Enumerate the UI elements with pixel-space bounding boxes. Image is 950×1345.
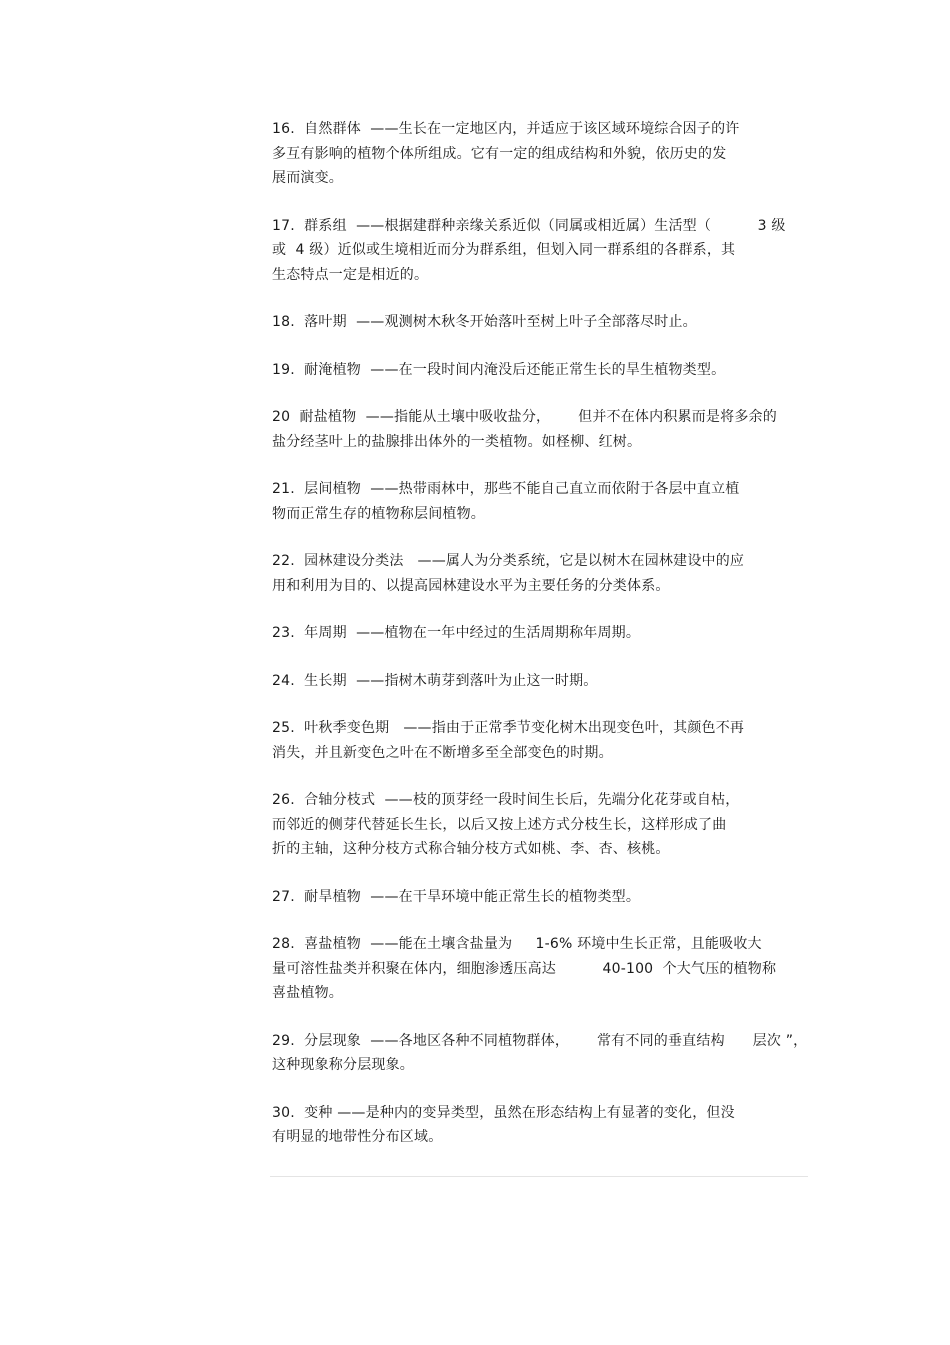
- entry-line: 多互有影响的植物个体所组成。它有一定的组成结构和外貌，依历史的发: [272, 145, 727, 162]
- entry-17: [272, 214, 812, 288]
- entry-line: 21. 层间植物 ——热带雨林中，那些不能自己直立而依附于各层中直立植: [272, 481, 740, 497]
- entry-18: [272, 310, 812, 335]
- entry-line: 27. 耐旱植物 ——在干旱环境中能正常生长的植物类型。: [272, 888, 641, 905]
- entry-line: 有明显的地带性分布区域。: [272, 1129, 443, 1145]
- entry-line: 而邻近的侧芽代替延长生长，以后又按上述方式分枝生长，这样形成了曲: [272, 816, 727, 833]
- entry-line: 29. 分层现象 ——各地区各种不同植物群体， 常有不同的垂直结构 层次 ”，: [272, 1032, 808, 1049]
- entry-line: 展而演变。: [272, 170, 343, 186]
- glossary-entries: [272, 117, 812, 1173]
- entry-line: 这种现象称分层现象。: [272, 1057, 414, 1073]
- entry-line: 消失，并且新变色之叶在不断增多至全部变色的时期。: [272, 744, 613, 761]
- entry-line: 16. 自然群体 ——生长在一定地区内，并适应于该区域环境综合因子的许: [272, 121, 740, 137]
- entry-29: [272, 1029, 812, 1078]
- entry-26: [272, 788, 812, 862]
- entry-20: [272, 405, 812, 454]
- entry-line: 用和利用为目的、以提高园林建设水平为主要任务的分类体系。: [272, 577, 670, 594]
- entry-19: [272, 358, 812, 383]
- entry-line: 喜盐植物。: [272, 985, 343, 1001]
- entry-25: [272, 716, 812, 765]
- entry-line: 20 耐盐植物 ——指能从土壤中吸收盐分， 但并不在体内积累而是将多余的: [272, 409, 777, 425]
- entry-line: 19. 耐淹植物 ——在一段时间内淹没后还能正常生长的旱生植物类型。: [272, 361, 726, 378]
- entry-line: 30. 变种 ——是种内的变异类型，虽然在形态结构上有显著的变化，但没: [272, 1104, 735, 1121]
- entry-28: [272, 932, 812, 1006]
- entry-line: 22. 园林建设分类法 ——属人为分类系统，它是以树木在园林建设中的应: [272, 553, 745, 569]
- entry-22: [272, 549, 812, 598]
- entry-21: [272, 477, 812, 526]
- entry-line: 24. 生长期 ——指树木萌芽到落叶为止这一时期。: [272, 672, 598, 689]
- bottom-divider: [270, 1176, 808, 1177]
- entry-line: 盐分经茎叶上的盐腺排出体外的一类植物。如柽柳、红树。: [272, 433, 642, 450]
- entry-line: 物而正常生存的植物称层间植物。: [272, 505, 485, 522]
- entry-line: 17. 群系组 ——根据建群种亲缘关系近似（同属或相近属）生活型（ 3 级: [272, 217, 786, 234]
- entry-27: [272, 885, 812, 910]
- entry-16: [272, 117, 812, 191]
- entry-line: 25. 叶秋季变色期 ——指由于正常季节变化树木出现变色叶，其颜色不再: [272, 720, 745, 736]
- entry-line: 或 4 级）近似或生境相近而分为群系组，但划入同一群系组的各群系，其: [272, 242, 736, 258]
- entry-30: [272, 1101, 812, 1150]
- entry-line: 生态特点一定是相近的。: [272, 266, 429, 283]
- entry-line: 26. 合轴分枝式 ——枝的顶芽经一段时间生长后，先端分化花芽或自枯，: [272, 792, 740, 808]
- entry-23: [272, 621, 812, 646]
- entry-line: 23. 年周期 ——植物在一年中经过的生活周期称年周期。: [272, 625, 641, 641]
- entry-line: 量可溶性盐类并积聚在体内，细胞渗透压高达 40-100 个大气压的植物称: [272, 960, 777, 977]
- entry-line: 18. 落叶期 ——观测树木秋冬开始落叶至树上叶子全部落尽时止。: [272, 314, 697, 330]
- entry-line: 28. 喜盐植物 ——能在土壤含盐量为 1-6% 环境中生长正常，且能吸收大: [272, 936, 762, 952]
- entry-line: 折的主轴，这种分枝方式称合轴分枝方式如桃、李、杏、核桃。: [272, 841, 670, 857]
- entry-24: [272, 669, 812, 694]
